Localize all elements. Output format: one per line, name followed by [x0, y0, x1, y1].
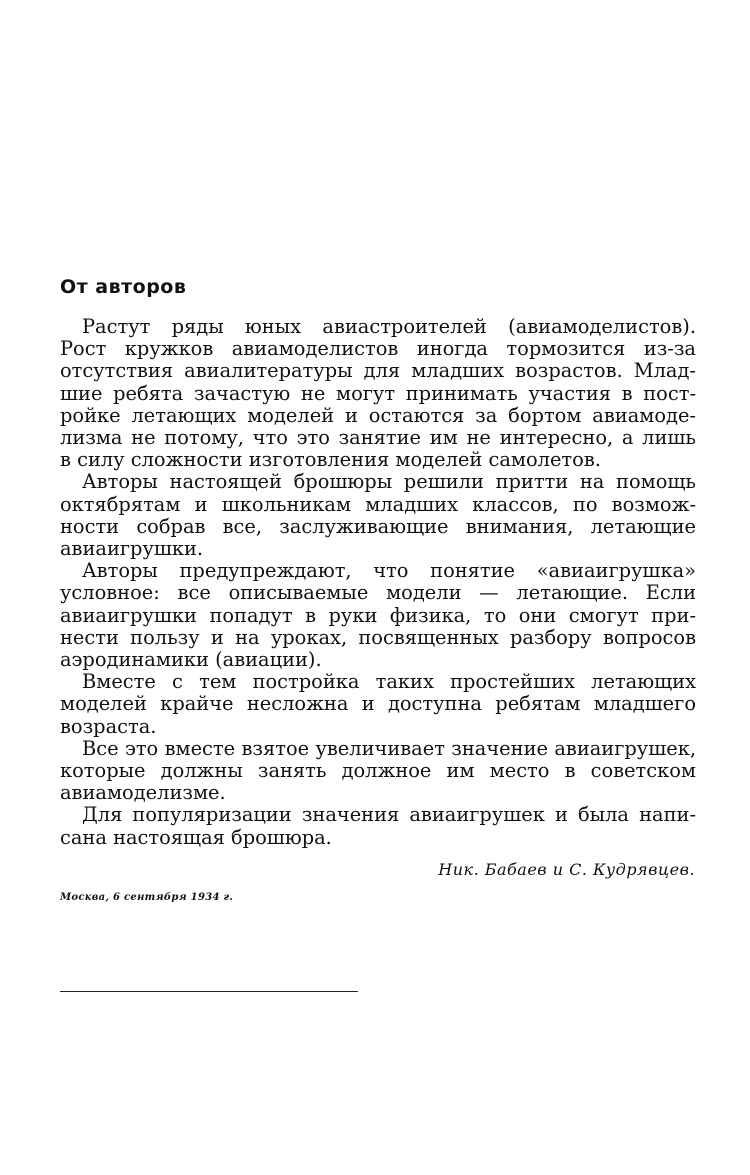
text-line: Авторы предупреждают, что понятие «авиаигрушка»: [82, 559, 696, 583]
place-date: Москва, 6 сентября 1934 г.: [60, 892, 234, 903]
text-line: аэродинамики (авиации).: [60, 648, 322, 672]
text-line: авиамоделизме.: [60, 781, 226, 805]
text-line: Авторы настоящей брошюры решили притти на помощь: [82, 470, 696, 494]
paragraph: [60, 804, 696, 848]
text-line: нести пользу и на уроках, посвященных разбору вопросов: [60, 625, 696, 649]
text-line: Для популяризации значения авиаигрушек и была напи-: [82, 803, 696, 827]
text-line: в силу сложности изготовления моделей самолетов.: [60, 448, 601, 472]
text-line: Все это вместе взятое увеличивает значение авиаигрушек,: [82, 736, 696, 760]
text-line: ройке летающих моделей и остаются за бортом авиамоде-: [60, 403, 696, 427]
text-line: сана настоящая брошюра.: [60, 825, 332, 849]
body-text: [60, 316, 696, 849]
text-line: авиаигрушки.: [60, 537, 204, 561]
text-line: которые должны занять должное им место в советском: [60, 759, 696, 783]
authors-signature: Ник. Бабаев и С. Кудрявцев.: [438, 860, 695, 879]
text-line: Рост кружков авиамоделистов иногда тормозится из-за: [60, 337, 696, 361]
text-line: Вместе с тем постройка таких простейших летающих: [82, 670, 696, 694]
text-line: отсутствия авиалитературы для младших возрастов. Млад-: [60, 359, 696, 383]
paragraph: [60, 316, 696, 471]
paragraph: [60, 471, 696, 560]
section-heading: От авторов: [60, 276, 187, 298]
text-line: октябрятам и школьникам младших классов, по возмож-: [60, 492, 696, 516]
text-line: моделей крайче несложна и доступна ребятам младшего: [60, 692, 696, 716]
text-line: возраста.: [60, 714, 157, 738]
text-line: условное: все описываемые модели — летающие. Если: [60, 581, 696, 605]
text-line: авиаигрушки попадут в руки физика, то они смогут при-: [60, 603, 696, 627]
text-line: шие ребята зачастую не могут принимать участия в пост-: [60, 381, 696, 405]
text-line: лизма не потому, что это занятие им не интересно, а лишь: [60, 426, 696, 450]
text-line: ности собрав все, заслуживающие внимания, летающие: [60, 514, 696, 538]
paragraph: [60, 560, 696, 671]
footnote-divider: [60, 991, 358, 992]
paragraph: [60, 738, 696, 805]
text-line: Растут ряды юных авиастроителей (авиамоделистов).: [82, 315, 696, 338]
paragraph: [60, 671, 696, 738]
